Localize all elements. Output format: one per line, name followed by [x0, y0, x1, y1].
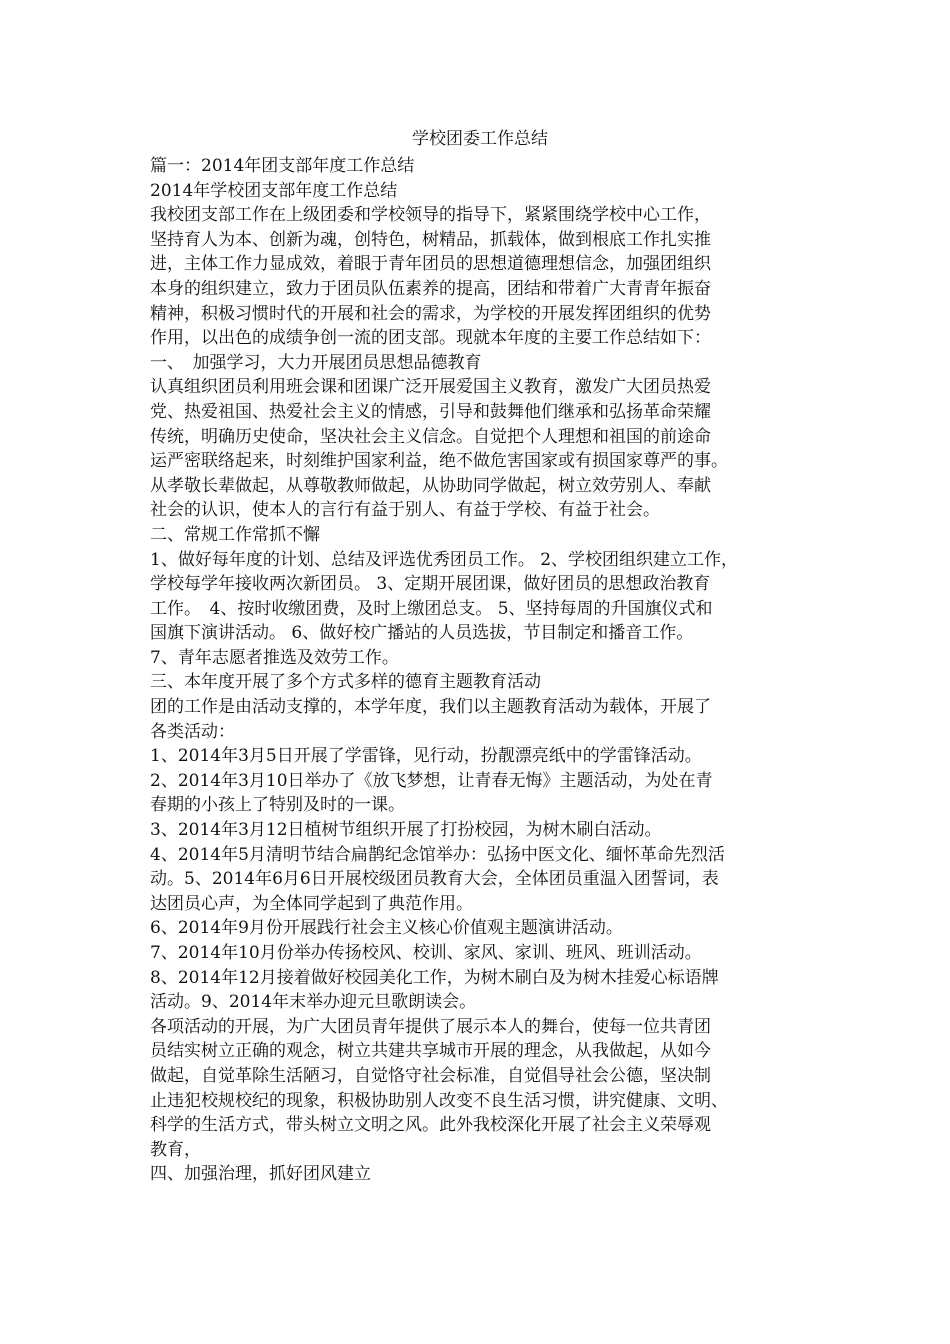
text-line: 我校团支部工作在上级团委和学校领导的指导下，紧紧围绕学校中心工作， — [150, 205, 711, 226]
text-line: 2014年学校团支部年度工作总结 — [150, 180, 398, 201]
document-page — [150, 128, 810, 1187]
text-line: 4、2014年5月清明节结合扁鹊纪念馆举办：弘扬中医文化、缅怀革命先烈活 — [150, 844, 725, 865]
text-line: 四、加强治理，抓好团风建立 — [150, 1164, 371, 1185]
text-line: 一、 加强学习，大力开展团员思想品德教育 — [150, 352, 482, 373]
text-line: 止违犯校规校纪的现象，积极协助别人改变不良生活习惯，讲究健康、文明、 — [150, 1090, 728, 1111]
text-line: 二、常规工作常抓不懈 — [150, 524, 320, 545]
text-line: 2、2014年3月10日举办了《放飞梦想，让青春无悔》主题活动，为处在青 — [150, 770, 713, 791]
text-line: 社会的认识，使本人的言行有益于别人、有益于学校、有益于社会。 — [150, 500, 660, 521]
text-line: 教育， — [150, 1139, 201, 1160]
text-line: 国旗下演讲活动。 6、做好校广播站的人员选拔，节目制定和播音工作。 — [150, 623, 694, 644]
text-line: 党、热爱祖国、热爱社会主义的情感，引导和鼓舞他们继承和弘扬革命荣耀 — [150, 401, 711, 422]
text-line: 各项活动的开展，为广大团员青年提供了展示本人的舞台，使每一位共青团 — [150, 1016, 711, 1037]
text-line: 做起，自觉革除生活陋习，自觉恪守社会标准，自觉倡导社会公德，坚决制 — [150, 1065, 711, 1086]
text-line: 团的工作是由活动支撑的，本学年度，我们以主题教育活动为载体，开展了 — [150, 697, 711, 718]
text-line: 本身的组织建立，致力于团员队伍素养的提高，团结和带着广大青青年振奋 — [150, 278, 711, 299]
text-line: 春期的小孩上了特别及时的一课。 — [150, 795, 405, 816]
text-line: 动。5、2014年6月6日开展校级团员教育大会，全体团员重温入团誓词，表 — [150, 869, 719, 890]
text-line: 7、青年志愿者推选及效劳工作。 — [150, 647, 399, 668]
document-title: 学校团委工作总结 — [412, 129, 548, 149]
text-line: 6、2014年9月份开展践行社会主义核心价值观主题演讲活动。 — [150, 918, 623, 939]
text-line: 篇一：2014年团支部年度工作总结 — [150, 156, 415, 176]
text-line: 传统，明确历史使命，坚决社会主义信念。自觉把个人理想和祖国的前途命 — [150, 426, 711, 447]
text-line: 三、本年度开展了多个方式多样的德育主题教育活动 — [150, 672, 541, 693]
document-body — [150, 154, 810, 1187]
text-line: 认真组织团员利用班会课和团课广泛开展爱国主义教育，激发广大团员热爱 — [150, 377, 711, 398]
text-line: 各类活动： — [150, 721, 235, 742]
text-line: 学校每学年接收两次新团员。 3、定期开展团课，做好团员的思想政治教育 — [150, 574, 711, 595]
text-line: 3、2014年3月12日植树节组织开展了打扮校园，为树木刷白活动。 — [150, 820, 662, 841]
text-line: 运严密联络起来，时刻维护国家利益，绝不做危害国家或有损国家尊严的事。 — [150, 451, 728, 472]
text-line: 1、2014年3月5日开展了学雷锋，见行动，扮靓漂亮纸中的学雷锋活动。 — [150, 746, 702, 767]
text-line: 科学的生活方式，带头树立文明之风。此外我校深化开展了社会主义荣辱观 — [150, 1115, 711, 1136]
text-line: 坚持育人为本、创新为魂，创特色，树精品，抓载体，做到根底工作扎实推 — [150, 229, 711, 250]
text-line: 进，主体工作力显成效，着眼于青年团员的思想道德理想信念，加强团组织 — [150, 254, 711, 275]
text-line: 1、做好每年度的计划、总结及评选优秀团员工作。 2、学校团组织建立工作， — [150, 549, 739, 570]
text-line: 达团员心声，为全体同学起到了典范作用。 — [150, 893, 473, 914]
text-line: 活动。9、2014年末举办迎元旦歌朗读会。 — [150, 992, 477, 1013]
text-line: 工作。 4、按时收缴团费，及时上缴团总支。 5、坚持每周的升国旗仪式和 — [150, 598, 713, 619]
text-line: 员结实树立正确的观念，树立共建共享城市开展的理念，从我做起，从如今 — [150, 1041, 711, 1062]
text-line: 作用，以出色的成绩争创一流的团支部。现就本年度的主要工作总结如下： — [150, 328, 711, 349]
text-line: 精神，积极习惯时代的开展和社会的需求，为学校的开展发挥团组织的优势 — [150, 303, 711, 324]
text-line: 7、2014年10月份举办传扬校风、校训、家风、家训、班风、班训活动。 — [150, 943, 702, 963]
text-line: 8、2014年12月接着做好校园美化工作，为树木刷白及为树木挂爱心标语牌 — [150, 967, 719, 988]
text-line: 从孝敬长辈做起，从尊敬教师做起，从协助同学做起，树立效劳别人、奉献 — [150, 475, 711, 496]
